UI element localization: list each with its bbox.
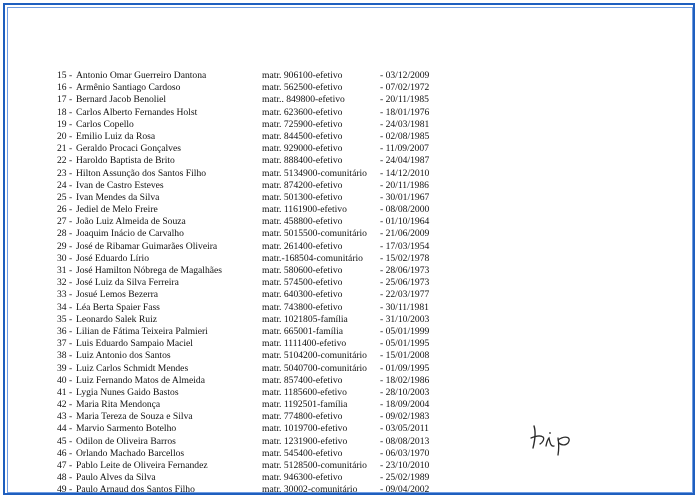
list-item xyxy=(0,472,700,484)
row-number: 18 - xyxy=(57,106,73,118)
row-number: 40 - xyxy=(57,374,73,386)
date-value: - 22/03/1977 xyxy=(380,289,430,301)
date-value: - 06/03/1970 xyxy=(380,447,430,459)
member-name: Marvio Sarmento Botelho xyxy=(76,423,177,435)
registration-number: matr. 640300-efetivo xyxy=(262,289,343,301)
member-name: Haroldo Baptista de Brito xyxy=(76,155,175,167)
registration-number: matr. 5134900-comunitário xyxy=(262,167,367,179)
row-number: 27 - xyxy=(57,216,73,228)
list-item xyxy=(0,302,700,314)
row-number: 34 - xyxy=(57,301,73,313)
date-value: - 20/11/1986 xyxy=(380,179,429,191)
list-item xyxy=(0,448,700,460)
list-item xyxy=(0,131,700,143)
member-name: Luiz Carlos Schmidt Mendes xyxy=(76,362,189,374)
list-item xyxy=(0,107,700,119)
member-name: Armênio Santiago Cardoso xyxy=(76,82,181,94)
registration-number: matr. 562500-efetivo xyxy=(262,82,343,94)
row-number: 39 - xyxy=(57,362,73,374)
member-name: Geraldo Procaci Gonçalves xyxy=(76,143,181,155)
member-name: Luiz Antonio dos Santos xyxy=(76,350,171,362)
list-item xyxy=(0,216,700,228)
member-name: José Luiz da Silva Ferreira xyxy=(76,277,179,289)
row-number: 44 - xyxy=(57,423,73,435)
date-value: - 30/11/1981 xyxy=(380,301,429,313)
date-value: - 31/10/2003 xyxy=(380,313,430,325)
registration-number: matr. 906100-efetivo xyxy=(262,70,343,81)
date-value: - 03/12/2009 xyxy=(380,70,430,81)
registration-number: matr. 30002-comunitário xyxy=(262,484,358,496)
registration-number: matr. 1019700-efetivo xyxy=(262,423,348,435)
registration-number: matr. 545400-efetivo xyxy=(262,447,343,459)
list-item xyxy=(0,423,700,435)
date-value: - 08/08/2000 xyxy=(380,204,430,216)
row-number: 15 - xyxy=(57,70,73,81)
date-value: - 23/10/2010 xyxy=(380,460,430,471)
date-value: - 25/06/1973 xyxy=(380,277,430,289)
row-number: 22 - xyxy=(57,155,73,167)
list-item xyxy=(0,168,700,180)
member-name: José de Ribamar Guimarães Oliveira xyxy=(76,240,218,252)
list-item xyxy=(0,350,700,362)
member-name: Jediel de Melo Freire xyxy=(76,204,158,216)
row-number: 30 - xyxy=(57,252,73,264)
registration-number: matr. 888400-efetivo xyxy=(262,155,343,167)
row-number: 47 - xyxy=(57,460,73,471)
row-number: 33 - xyxy=(57,289,73,301)
row-number: 35 - xyxy=(57,313,73,325)
date-value: - 28/10/2003 xyxy=(380,386,430,398)
list-item xyxy=(0,387,700,399)
registration-number: matr. 261400-efetivo xyxy=(262,240,343,252)
date-value: - 01/09/1995 xyxy=(380,362,430,374)
member-name: Joaquim Inácio de Carvalho xyxy=(76,228,184,240)
date-value: - 21/06/2009 xyxy=(380,228,430,240)
member-name: Luiz Fernando Matos de Almeida xyxy=(76,374,205,386)
date-value: - 24/04/1987 xyxy=(380,155,430,167)
registration-number: matr. 574500-efetivo xyxy=(262,277,343,289)
list-item xyxy=(0,241,700,253)
date-value: - 15/01/2008 xyxy=(380,350,430,362)
member-name: Odilon de Oliveira Barros xyxy=(76,435,176,447)
registration-number: matr. 623600-efetivo xyxy=(262,106,343,118)
member-name: Leonardo Salek Ruiz xyxy=(76,313,157,325)
row-number: 26 - xyxy=(57,204,73,216)
registration-number: matr. 5015500-comunitário xyxy=(262,228,367,240)
registration-number: matr. 5104200-comunitário xyxy=(262,350,367,362)
member-name: Bernard Jacob Benoliel xyxy=(76,94,167,106)
registration-number: matr. 929000-efetivo xyxy=(262,143,343,155)
date-value: - 05/01/1995 xyxy=(380,338,430,350)
member-name: Carlos Copello xyxy=(76,118,134,130)
list-item xyxy=(0,70,700,82)
list-item xyxy=(0,192,700,204)
row-number: 42 - xyxy=(57,399,73,411)
list-item xyxy=(0,94,700,106)
registration-number: matr. 5128500-comunitário xyxy=(262,460,367,471)
registration-number: matr. 857400-efetivo xyxy=(262,374,343,386)
member-name: Josué Lemos Bezerra xyxy=(76,289,159,301)
row-number: 36 - xyxy=(57,325,73,337)
row-number: 16 - xyxy=(57,82,73,94)
list-item xyxy=(0,411,700,423)
row-number: 20 - xyxy=(57,130,73,142)
date-value: - 05/01/1999 xyxy=(380,325,430,337)
member-name: Ivan Mendes da Silva xyxy=(76,191,160,203)
registration-number: matr.-168504-comunitário xyxy=(262,252,363,264)
date-value: - 15/02/1978 xyxy=(380,252,430,264)
date-value: - 30/01/1967 xyxy=(380,191,430,203)
list-item xyxy=(0,228,700,240)
registration-number: matr. 665001-família xyxy=(262,325,343,337)
member-name: Luis Eduardo Sampaio Maciel xyxy=(76,338,193,350)
registration-number: matr. 1161900-efetivo xyxy=(262,204,347,216)
registration-number: matr. 1021805-família xyxy=(262,313,348,325)
member-name: Paulo Arnaud dos Santos Filho xyxy=(76,484,195,496)
registration-number: matr.. 849800-efetivo xyxy=(262,94,345,106)
date-value: - 17/03/1954 xyxy=(380,240,430,252)
registration-number: matr. 5040700-comunitário xyxy=(262,362,367,374)
date-value: - 01/10/1964 xyxy=(380,216,430,228)
row-number: 32 - xyxy=(57,277,73,289)
registration-number: matr. 1111400-efetivo xyxy=(262,338,347,350)
date-value: - 03/05/2011 xyxy=(380,423,429,435)
member-name: Paulo Alves da Silva xyxy=(76,472,156,484)
member-name: José Hamilton Nóbrega de Magalhães xyxy=(76,265,222,276)
member-name: Carlos Alberto Fernandes Holst xyxy=(76,106,198,118)
registration-number: matr. 458800-efetivo xyxy=(262,216,343,228)
date-value: - 09/02/1983 xyxy=(380,411,430,423)
registration-number: matr. 501300-efetivo xyxy=(262,191,343,203)
row-number: 23 - xyxy=(57,167,73,179)
member-name: Lygia Nunes Gaido Bastos xyxy=(76,386,179,398)
date-value: - 07/02/1972 xyxy=(380,82,430,94)
signature-icon xyxy=(528,416,584,456)
member-name: Léa Berta Spaier Fass xyxy=(76,301,160,313)
member-name: Antonio Omar Guerreiro Dantona xyxy=(76,70,207,81)
list-item xyxy=(0,119,700,131)
registration-number: matr. 1185600-efetivo xyxy=(262,386,347,398)
list-item xyxy=(0,314,700,326)
member-list xyxy=(0,70,700,497)
member-name: Maria Rita Mendonça xyxy=(76,399,161,411)
row-number: 43 - xyxy=(57,411,73,423)
row-number: 21 - xyxy=(57,143,73,155)
row-number: 17 - xyxy=(57,94,73,106)
member-name: Pablo Leite de Oliveira Fernandez xyxy=(76,460,208,471)
date-value: - 02/08/1985 xyxy=(380,130,430,142)
list-item xyxy=(0,338,700,350)
date-value: - 14/12/2010 xyxy=(380,167,430,179)
row-number: 49 - xyxy=(57,484,73,496)
row-number: 28 - xyxy=(57,228,73,240)
member-name: Hilton Assunção dos Santos Filho xyxy=(76,167,207,179)
date-value: - 25/02/1989 xyxy=(380,472,430,484)
date-value: - 20/11/1985 xyxy=(380,94,429,106)
list-item xyxy=(0,82,700,94)
registration-number: matr. 1192501-família xyxy=(262,399,348,411)
list-item xyxy=(0,326,700,338)
row-number: 25 - xyxy=(57,191,73,203)
member-name: Maria Tereza de Souza e Silva xyxy=(76,411,193,423)
registration-number: matr. 946300-efetivo xyxy=(262,472,343,484)
member-name: Emilio Luiz da Rosa xyxy=(76,130,156,142)
row-number: 37 - xyxy=(57,338,73,350)
row-number: 24 - xyxy=(57,179,73,191)
member-name: José Eduardo Lírio xyxy=(76,252,150,264)
date-value: - 08/08/2013 xyxy=(380,435,430,447)
row-number: 48 - xyxy=(57,472,73,484)
list-item xyxy=(0,399,700,411)
list-item xyxy=(0,143,700,155)
registration-number: matr. 725900-efetivo xyxy=(262,118,343,130)
date-value: - 28/06/1973 xyxy=(380,265,430,276)
date-value: - 18/09/2004 xyxy=(380,399,430,411)
row-number: 38 - xyxy=(57,350,73,362)
list-item xyxy=(0,204,700,216)
list-item xyxy=(0,460,700,472)
list-item xyxy=(0,155,700,167)
row-number: 29 - xyxy=(57,240,73,252)
list-item xyxy=(0,277,700,289)
row-number: 45 - xyxy=(57,435,73,447)
date-value: - 18/02/1986 xyxy=(380,374,430,386)
list-item xyxy=(0,436,700,448)
registration-number: matr. 1231900-efetivo xyxy=(262,435,348,447)
row-number: 46 - xyxy=(57,447,73,459)
list-item xyxy=(0,484,700,496)
date-value: - 24/03/1981 xyxy=(380,118,430,130)
member-name: Ivan de Castro Esteves xyxy=(76,179,164,191)
registration-number: matr. 844500-efetivo xyxy=(262,130,343,142)
list-item xyxy=(0,375,700,387)
registration-number: matr. 580600-efetivo xyxy=(262,265,343,276)
list-item xyxy=(0,289,700,301)
registration-number: matr. 774800-efetivo xyxy=(262,411,343,423)
date-value: - 11/09/2007 xyxy=(380,143,429,155)
member-name: João Luiz Almeida de Souza xyxy=(76,216,186,228)
row-number: 31 - xyxy=(57,265,73,276)
registration-number: matr. 743800-efetivo xyxy=(262,301,343,313)
list-item xyxy=(0,253,700,265)
list-item xyxy=(0,265,700,277)
list-item xyxy=(0,180,700,192)
registration-number: matr. 874200-efetivo xyxy=(262,179,343,191)
member-name: Orlando Machado Barcellos xyxy=(76,447,185,459)
member-name: Lilian de Fátima Teixeira Palmieri xyxy=(76,325,208,337)
date-value: - 18/01/1976 xyxy=(380,106,430,118)
date-value: - 09/04/2002 xyxy=(380,484,430,496)
list-item xyxy=(0,363,700,375)
row-number: 19 - xyxy=(57,118,73,130)
row-number: 41 - xyxy=(57,386,73,398)
